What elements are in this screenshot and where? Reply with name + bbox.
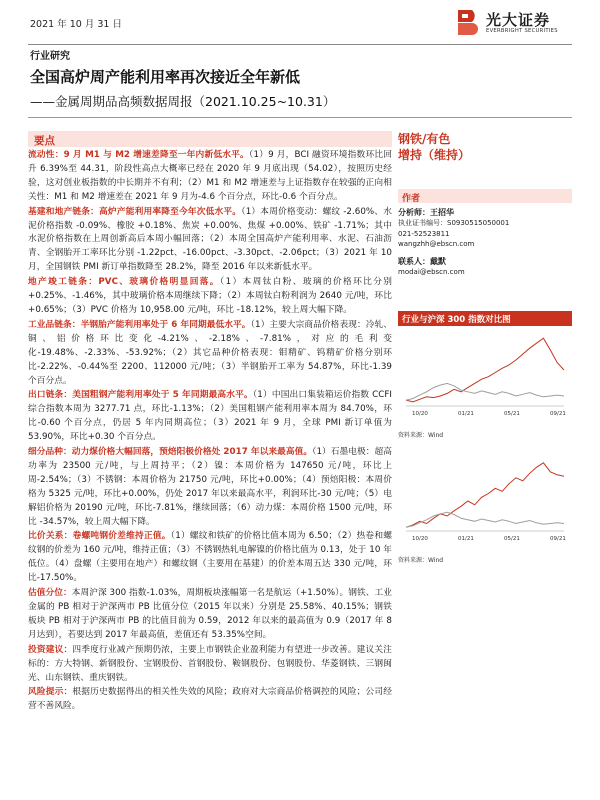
key-point-label: 比价关系：卷螺吨钢价差维持正值。 bbox=[28, 531, 171, 542]
key-point-paragraph bbox=[28, 686, 392, 714]
contact-role: 联系人： bbox=[398, 256, 430, 266]
key-point-paragraph bbox=[28, 319, 392, 389]
chart-1-source: 资料来源：Wind bbox=[398, 432, 444, 439]
x-tick-label: 09/21 bbox=[550, 536, 566, 542]
report-title: 全国高炉周产能利用率再次接近全年新低 bbox=[30, 68, 301, 86]
key-point-text: （1）本周钛白粉、玻璃的价格环比分别+0.25%、-1.46%，其中玻璃价格本周继续下降；（2）本周钛白粉利润为 2640 元/吨，环比+0.65%；（3）PVC 价格为 10,958.00 元/吨，环比 -18.12%，较上周大幅下降。 bbox=[28, 277, 393, 315]
brand-logo bbox=[456, 6, 574, 40]
chart-heading: 行业与沪深 300 指数对比图 bbox=[398, 311, 572, 326]
report-date: 2021 年 10 月 31 日 bbox=[30, 19, 122, 30]
key-point-text: 本周沪深 300 指数-1.03%，周期板块涨幅第一名是航运（+1.50%）。钢铁、工业金属的 PB 相对于沪深两市 PB 比值分位（2015 年以来）分别是 25.58%、40.15%；钢铁板块 PB 相对于沪深两市 PB 的比值目前为 0.59，2012 年以来的最高值为 0.9（2017 年 8 月达到），若要达到 2017 年最高值，差值还有 53.35%空间。 bbox=[28, 588, 392, 640]
key-point-text: （1）9 月，BCI 融资环境指数环比回升 6.39%至 44.31，阶段性高点大概率已经在 2020 年 9 月底出现（54.02），按照历史经验，这对创业板指数的中长期并不有利；（2）M1 和 M2 增速差与上证指数存在较强的正向相关性：M1 和 M2 增速差在 2021 年 9 月为-4.6 个百分点，环比-0.6 个百分点。 bbox=[28, 150, 392, 202]
key-point-paragraph bbox=[28, 530, 392, 586]
series-line-1 bbox=[406, 512, 564, 527]
analyst-email[interactable]: wangzhh@ebscn.com bbox=[398, 240, 475, 248]
chart-1 bbox=[398, 328, 572, 428]
analyst-role: 分析师： bbox=[398, 208, 430, 217]
logo-english: EVERBRIGHT SECURITIES bbox=[486, 28, 558, 34]
key-point-paragraph bbox=[28, 587, 392, 643]
key-point-label: 基建和地产链条：高炉产能利用率降至今年次低水平。 bbox=[28, 206, 242, 217]
key-point-label: 投资建议： bbox=[28, 644, 73, 655]
key-point-paragraph bbox=[28, 149, 392, 205]
x-tick-label: 09/21 bbox=[550, 411, 566, 417]
analyst-name: 王招华 bbox=[430, 208, 454, 217]
key-point-label: 细分品种：动力煤价格大幅回落，预焙阳极价格处 2017 年以来最高值。 bbox=[28, 447, 313, 458]
key-points-body bbox=[28, 149, 392, 714]
title-divider bbox=[28, 117, 572, 118]
x-tick-label: 10/20 bbox=[412, 411, 428, 417]
contact-name: 戴默 bbox=[430, 256, 446, 266]
key-point-text: 根据历史数据得出的相关性失效的风险；政府对大宗商品价格调控的风险；公司经营不善风险。 bbox=[28, 687, 392, 712]
x-tick-label: 05/21 bbox=[504, 536, 520, 542]
header-divider bbox=[28, 44, 572, 45]
logo-name: 光大证券 bbox=[486, 11, 551, 29]
sector-label: 钢铁/有色 bbox=[398, 132, 451, 146]
key-point-label: 出口链条：美国粗钢产能利用率处于 5 年同期最高水平。 bbox=[28, 390, 253, 401]
chart-2 bbox=[398, 453, 572, 553]
key-point-paragraph bbox=[28, 389, 392, 445]
key-point-label: 地产竣工链条：PVC、玻璃价格明显回落。 bbox=[28, 277, 220, 288]
key-point-label: 估值分位： bbox=[28, 588, 72, 599]
chart-2-source: 资料来源：Wind bbox=[398, 557, 444, 564]
key-point-text: （1）石墨电极：超高功率为 23500 元/吨，与上周持平；（2）镍：本周价格为 147650 元/吨，环比上周-2.54%；（3）不锈钢：本周价格为 21750 元/吨，环比+0.00%；（4）预焙阳极：本周价格为 5325 元/吨，环比+0.00%，仍处 2017 年以来最高水平，利润环比-30 元/吨；（5）电解铝价格为 20190 元/吨，环比-7.81%，继续回落；（6）动力煤：本周价格 1500 元/吨，环比 -34.57%，较上周大幅下降。 bbox=[28, 447, 392, 527]
x-tick-label: 05/21 bbox=[504, 411, 520, 417]
key-point-paragraph bbox=[28, 644, 392, 686]
key-points-heading: 要点 bbox=[28, 131, 392, 147]
key-point-text: （1）螺纹和铁矿的价格比值本周为 6.50；（2）热卷和螺纹钢的价差为 160 元/吨，维持正值；（3）不锈钢热轧电解镍的价格比值为 0.13，处于 10 年低位。（4）盘螺（主要用在地产）和螺纹钢（主要用在基建）的价差本周五达 330 元/吨，环比-17.50%。 bbox=[28, 531, 392, 584]
analyst-phone: 021-52523811 bbox=[398, 229, 450, 238]
chart-2-svg bbox=[398, 453, 572, 553]
key-point-paragraph bbox=[28, 206, 392, 276]
x-tick-label: 01/21 bbox=[458, 536, 474, 542]
analyst-cert: 执业证书编号：S0930515050001 bbox=[398, 219, 510, 227]
contact-email[interactable]: modai@ebscn.com bbox=[398, 267, 465, 276]
key-point-label: 风险提示： bbox=[28, 687, 73, 698]
key-point-label: 工业品链条：半钢胎产能利用率处于 6 年同期最低水平。 bbox=[28, 319, 251, 330]
key-point-text: 四季度行业减产预期仍浓，主要上市钢铁企业盈利能力有望进一步改善。建议关注标的：方大特钢、新钢股份、宝钢股份、首钢股份、鞍钢股份、包钢股份、华菱钢铁、三钢闽光、山东钢铁、重庆钢铁。 bbox=[28, 644, 392, 683]
key-point-paragraph bbox=[28, 276, 392, 318]
sidebar bbox=[398, 131, 572, 564]
key-point-label: 流动性：9 月 M1 与 M2 增速差降至一年内新低水平。 bbox=[28, 150, 249, 160]
chart-1-svg bbox=[398, 328, 572, 428]
logo-mark-icon bbox=[456, 8, 480, 36]
key-point-text: （1）中国出口集装箱运价指数 CCFI 综合指数本周为 3277.71 点，环比-1.13%；（2）美国粗钢产能利用率本周为 84.70%，环比-0.60 个百分点，仍居 5 年内同期高位；（3）2021 年 9 月，全球 PMI 新订单值为 53.90%，环比+0.30 个百分点。 bbox=[28, 390, 392, 443]
key-point-text: （1）主要大宗商品价格表现：冷轧、铜、铝价格环比变化-4.21%、-2.18%、-7.81%，对应的毛利变化-19.48%、-2.33%、-53.92%；（2）其它品种价格表现：钼精矿、钨精矿价格分别环比-2.22%、-0.44%至 2200、112000 元/吨；（3）半钢胎开工率为 54.87%，环比-1.39 个百分点。 bbox=[28, 319, 392, 386]
x-tick-label: 10/20 bbox=[412, 536, 428, 542]
analyst-block bbox=[398, 207, 572, 277]
authors-heading: 作者 bbox=[398, 189, 572, 203]
report-subtitle: ——金属周期品高频数据周报（2021.10.25~10.31） bbox=[30, 94, 336, 109]
rating-label: 增持（维持） bbox=[398, 148, 471, 162]
section-label: 行业研究 bbox=[30, 51, 70, 62]
key-point-paragraph bbox=[28, 446, 392, 529]
key-points bbox=[28, 131, 392, 715]
x-tick-label: 01/21 bbox=[458, 411, 474, 417]
key-point-text: （1）本周价格变动：螺纹 -2.60%、水泥价格指数 -0.09%、橡胶 +0.18%、焦炭 +0.00%、焦煤 +0.00%、铁矿 -1.71%；其中水泥价格指数在上周创新高后本周小幅回落；（2）本周全国高炉产能利用率、水泥、石油沥青、全钢胎开工率环比分别 -1.22pct、-16.00pct、-3.30pct、-2.06pct；（3）2021 年 10 月，全国钢铁 PMI 新订单指数降至 28.2%，降至 2016 年以来新低水平。 bbox=[28, 206, 392, 273]
